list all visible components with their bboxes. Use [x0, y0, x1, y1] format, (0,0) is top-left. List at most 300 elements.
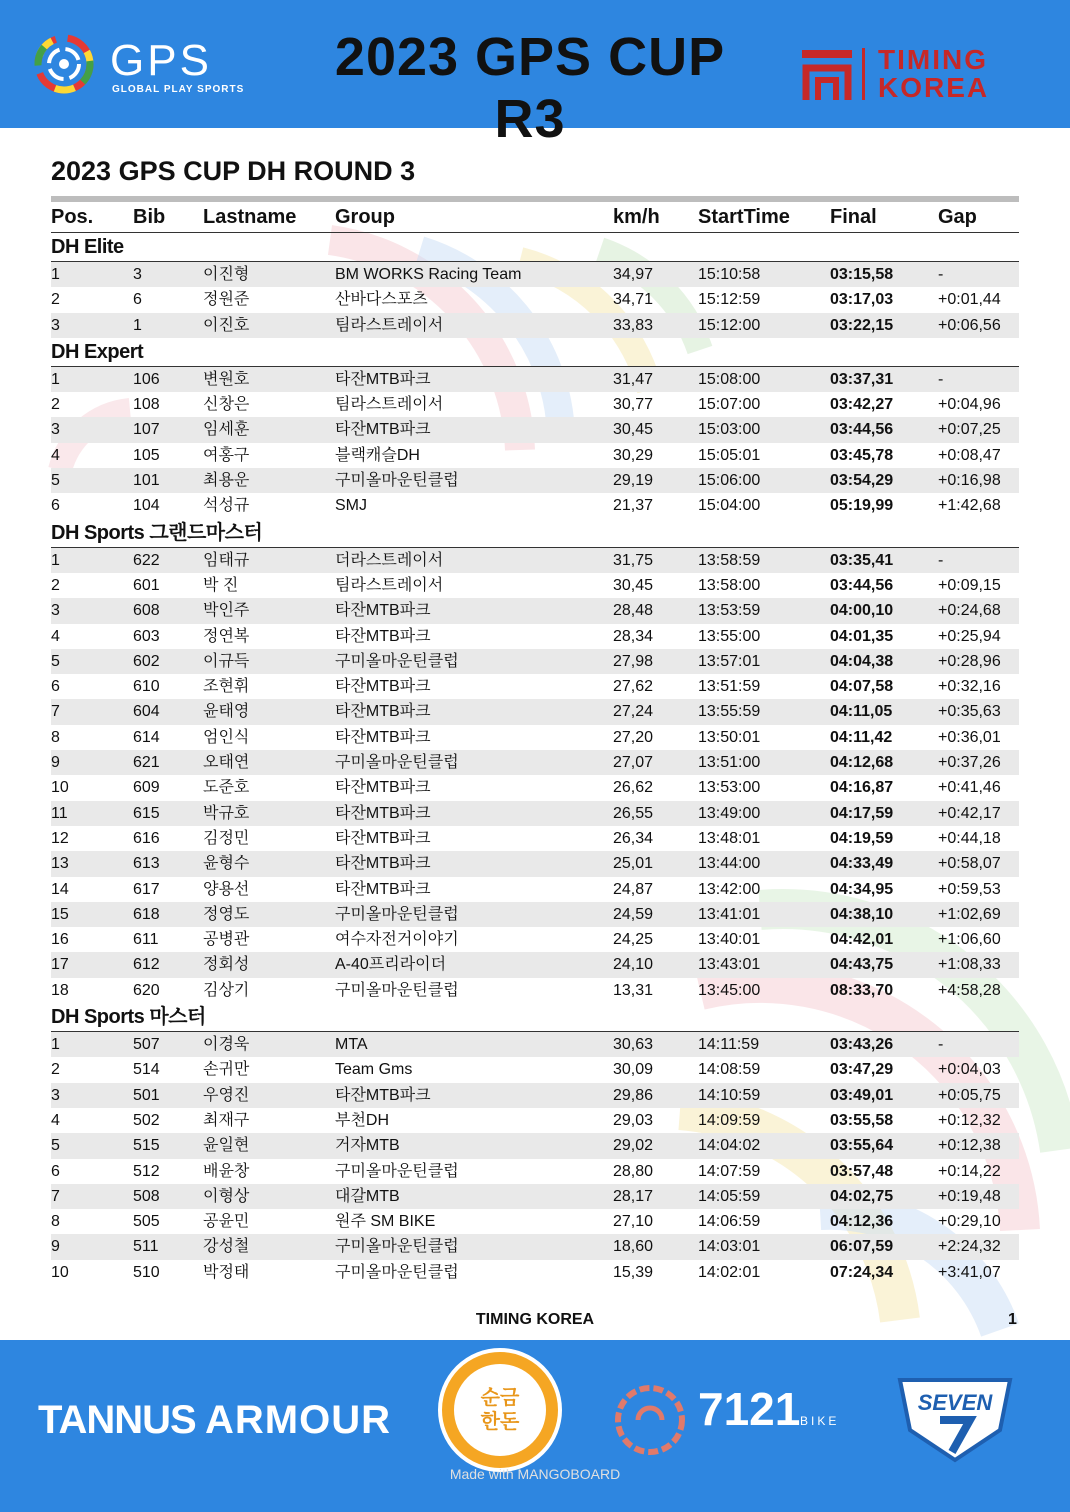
cell-lastname: 이진형 — [203, 266, 250, 283]
cell-starttime: 13:48:01 — [698, 829, 761, 847]
badge-line-1: 순금 — [480, 1387, 520, 1409]
cell-group: 구미올마운틴클럽 — [335, 981, 459, 999]
cell-group: 팀라스트레이서 — [335, 576, 444, 594]
category-heading: DH Sports 그랜드마스터 — [51, 519, 1019, 548]
cell-kmh: 31,47 — [613, 370, 654, 388]
cell-starttime: 14:05:59 — [698, 1187, 761, 1205]
badge-line-2: 한돈 — [480, 1411, 520, 1433]
table-row — [51, 367, 1019, 392]
cell-group: 구미올마운틴클럽 — [335, 1162, 459, 1180]
page-title: 2023 GPS CUP R3 — [334, 27, 726, 149]
cell-gap: +0:42,17 — [938, 804, 1001, 822]
results-body — [51, 233, 1019, 1285]
table-row — [51, 313, 1019, 338]
cell-pos: 3 — [51, 1086, 60, 1104]
cell-group: 팀라스트레이서 — [335, 316, 444, 334]
cell-starttime: 13:53:00 — [698, 779, 761, 797]
document-title: 2023 GPS CUP DH ROUND 3 — [51, 156, 416, 186]
cell-kmh: 28,17 — [613, 1187, 654, 1205]
table-row — [51, 468, 1019, 493]
table-row — [51, 1133, 1019, 1158]
table-row — [51, 1260, 1019, 1285]
cell-gap: +0:19,48 — [938, 1187, 1001, 1205]
cell-lastname: 이형상 — [203, 1187, 250, 1205]
cell-final: 03:55,58 — [830, 1111, 894, 1129]
cell-group: 구미올마운틴클럽 — [335, 652, 459, 670]
cell-lastname: 조현휘 — [203, 678, 250, 696]
cell-pos: 9 — [51, 1238, 60, 1256]
cell-pos: 3 — [51, 421, 60, 439]
cell-pos: 1 — [51, 370, 60, 388]
cell-final: 04:42,01 — [830, 931, 894, 949]
cell-starttime: 15:07:00 — [698, 396, 761, 414]
cell-starttime: 14:06:59 — [698, 1213, 761, 1231]
cell-gap: +4:58,28 — [938, 981, 1001, 999]
bike-7121-logo — [610, 1380, 845, 1460]
cell-bib: 603 — [133, 627, 160, 645]
cell-kmh: 30,45 — [613, 421, 654, 439]
cell-final: 03:43,26 — [830, 1036, 894, 1054]
cell-pos: 14 — [51, 880, 69, 898]
page-number: 1 — [1008, 1311, 1017, 1328]
cell-final: 04:04,38 — [830, 652, 894, 670]
cell-gap: +0:04,03 — [938, 1061, 1001, 1079]
cell-kmh: 29,03 — [613, 1111, 654, 1129]
cell-lastname: 최재구 — [203, 1111, 250, 1129]
cell-pos: 8 — [51, 1213, 60, 1231]
cell-bib: 613 — [133, 855, 160, 873]
cell-final: 03:45,78 — [830, 446, 894, 464]
table-row — [51, 649, 1019, 674]
cell-pos: 12 — [51, 829, 69, 847]
col-lastname: Lastname — [203, 206, 297, 228]
cell-bib: 608 — [133, 602, 160, 620]
cell-bib: 515 — [133, 1137, 160, 1155]
cell-group: 대갈MTB — [335, 1187, 400, 1205]
table-row — [51, 493, 1019, 518]
cell-lastname: 우영진 — [203, 1086, 250, 1104]
cell-starttime: 13:51:00 — [698, 754, 761, 772]
cell-pos: 1 — [51, 551, 60, 569]
cell-bib: 507 — [133, 1036, 160, 1054]
cell-final: 05:19,99 — [830, 497, 894, 515]
cell-pos: 13 — [51, 855, 69, 873]
table-row — [51, 826, 1019, 851]
cell-bib: 106 — [133, 370, 160, 388]
table-row — [51, 1209, 1019, 1234]
cell-lastname: 공윤민 — [203, 1213, 250, 1231]
cell-lastname: 이규득 — [203, 652, 250, 670]
cell-lastname: 윤일현 — [203, 1137, 250, 1155]
gps-ring-icon — [32, 28, 102, 100]
cell-kmh: 15,39 — [613, 1263, 654, 1281]
cell-pos: 11 — [51, 804, 68, 822]
cell-gap: - — [938, 1036, 944, 1054]
cell-gap: +0:37,26 — [938, 754, 1001, 772]
cell-final: 08:33,70 — [830, 981, 894, 999]
cell-lastname: 박규호 — [203, 804, 250, 822]
cell-gap: +1:06,60 — [938, 931, 1001, 949]
bike-label: BIKE — [800, 1414, 840, 1428]
cell-kmh: 27,62 — [613, 678, 654, 696]
cell-bib: 614 — [133, 728, 160, 746]
cell-final: 04:11,05 — [830, 703, 893, 721]
category-heading: DH Elite — [51, 233, 1019, 262]
col-starttime: StartTime — [698, 206, 790, 228]
cell-pos: 10 — [51, 1263, 69, 1281]
cell-bib: 511 — [133, 1238, 159, 1256]
cell-kmh: 27,07 — [613, 754, 654, 772]
cell-gap: +0:12,38 — [938, 1137, 1001, 1155]
cell-group: SMJ — [335, 497, 367, 515]
cell-final: 03:35,41 — [830, 551, 894, 569]
cell-lastname: 손귀만 — [203, 1061, 250, 1079]
cell-pos: 18 — [51, 981, 69, 999]
table-row — [51, 877, 1019, 902]
korea-text: KOREA — [878, 72, 990, 103]
cell-lastname: 윤태영 — [203, 703, 250, 721]
cell-lastname: 엄인식 — [203, 728, 250, 746]
cell-group: 구미올마운틴클럽 — [335, 1263, 459, 1281]
cell-group: 구미올마운틴클럽 — [335, 472, 459, 490]
timing-korea-mark-icon — [798, 44, 868, 104]
cell-lastname: 김정민 — [203, 829, 250, 847]
cell-group: A-40프리라이더 — [335, 956, 447, 974]
cell-lastname: 정연복 — [203, 627, 250, 645]
cell-pos: 8 — [51, 728, 60, 746]
cell-final: 04:33,49 — [830, 855, 894, 873]
seven-text: SEVEN — [917, 1390, 993, 1415]
cell-kmh: 29,86 — [613, 1086, 654, 1104]
cell-final: 04:07,58 — [830, 678, 894, 696]
col-gap: Gap — [938, 206, 977, 228]
cell-kmh: 24,87 — [613, 880, 654, 898]
cell-bib: 602 — [133, 652, 160, 670]
cell-final: 03:22,15 — [830, 316, 894, 334]
cell-final: 03:55,64 — [830, 1137, 894, 1155]
cell-final: 04:02,75 — [830, 1187, 894, 1205]
cell-pos: 7 — [51, 1187, 60, 1205]
cell-gap: - — [938, 266, 944, 283]
cell-pos: 1 — [51, 1036, 60, 1054]
cell-starttime: 13:50:01 — [698, 728, 761, 746]
cell-kmh: 26,62 — [613, 779, 654, 797]
cell-lastname: 배윤창 — [203, 1162, 250, 1180]
cell-group: 부천DH — [335, 1111, 390, 1129]
cell-group: 원주 SM BIKE — [335, 1213, 436, 1231]
hanwoo-badge — [438, 1348, 562, 1472]
cell-kmh: 25,01 — [613, 855, 654, 873]
cell-starttime: 14:04:02 — [698, 1137, 761, 1155]
cell-kmh: 18,60 — [613, 1238, 654, 1256]
cell-final: 04:12,68 — [830, 754, 894, 772]
cell-group: 타잔MTB파크 — [335, 779, 431, 797]
cell-lastname: 정회성 — [203, 956, 250, 974]
cell-starttime: 13:49:00 — [698, 804, 761, 822]
cell-group: 더라스트레이서 — [335, 551, 444, 569]
cell-pos: 3 — [51, 602, 60, 620]
cell-pos: 2 — [51, 1061, 60, 1079]
cell-lastname: 변원호 — [203, 370, 250, 388]
cell-bib: 1 — [133, 316, 142, 334]
bike-number: 7121 — [698, 1383, 801, 1435]
cell-group: 타잔MTB파크 — [335, 627, 431, 645]
cell-bib: 616 — [133, 829, 160, 847]
footer-organizer: TIMING KOREA — [475, 1311, 595, 1328]
cell-bib: 512 — [133, 1162, 160, 1180]
cell-kmh: 30,77 — [613, 396, 654, 414]
cell-group: BM WORKS Racing Team — [335, 266, 522, 283]
cell-bib: 615 — [133, 804, 160, 822]
cell-pos: 9 — [51, 754, 60, 772]
cell-pos: 6 — [51, 1162, 60, 1180]
cell-gap: +0:04,96 — [938, 396, 1001, 414]
cell-final: 04:01,35 — [830, 627, 894, 645]
table-row — [51, 674, 1019, 699]
cell-final: 03:44,56 — [830, 421, 894, 439]
tannus-logo: TANNUS — [38, 1398, 196, 1442]
cell-lastname: 박 진 — [203, 576, 239, 594]
timing-korea-logo — [798, 44, 1028, 106]
cell-gap: +0:59,53 — [938, 880, 1001, 898]
cell-gap: +2:24,32 — [938, 1238, 1001, 1256]
cell-starttime: 15:03:00 — [698, 421, 761, 439]
cell-starttime: 13:44:00 — [698, 855, 761, 873]
cell-gap: +0:01,44 — [938, 291, 1001, 309]
table-row — [51, 1083, 1019, 1108]
table-row — [51, 262, 1019, 287]
cell-kmh: 13,31 — [613, 981, 654, 999]
cell-final: 04:43,75 — [830, 956, 894, 974]
gps-brand: GPS — [110, 36, 212, 85]
cell-bib: 609 — [133, 779, 160, 797]
table-row — [51, 902, 1019, 927]
col-kmh: km/h — [613, 206, 660, 228]
cell-pos: 5 — [51, 1137, 60, 1155]
cell-final: 04:16,87 — [830, 779, 894, 797]
table-row — [51, 1234, 1019, 1259]
cell-final: 03:15,58 — [830, 266, 894, 283]
table-row — [51, 287, 1019, 312]
cell-lastname: 오태연 — [203, 754, 250, 772]
cell-kmh: 30,63 — [613, 1036, 654, 1054]
cell-lastname: 이진호 — [203, 316, 250, 334]
cell-lastname: 박인주 — [203, 602, 250, 620]
cell-kmh: 34,71 — [613, 291, 654, 309]
col-bib: Bib — [133, 206, 166, 228]
cell-pos: 5 — [51, 652, 60, 670]
cell-group: 블랙캐슬DH — [335, 446, 420, 464]
cell-starttime: 15:08:00 — [698, 370, 761, 388]
cell-starttime: 13:42:00 — [698, 880, 761, 898]
cell-pos: 3 — [51, 316, 60, 334]
cell-group: Team Gms — [335, 1061, 413, 1079]
cell-lastname: 석성규 — [203, 497, 250, 515]
cell-pos: 15 — [51, 905, 69, 923]
cell-bib: 617 — [133, 880, 160, 898]
cell-starttime: 13:57:01 — [698, 652, 761, 670]
cell-group: 구미올마운틴클럽 — [335, 1238, 459, 1256]
cell-group: 구미올마운틴클럽 — [335, 905, 459, 923]
cell-gap: +0:09,15 — [938, 576, 1001, 594]
cell-gap: +0:28,96 — [938, 652, 1001, 670]
cell-gap: +3:41,07 — [938, 1263, 1001, 1281]
sponsor-bar — [0, 1340, 1070, 1512]
cell-starttime: 14:02:01 — [698, 1263, 761, 1281]
gps-tagline: GLOBAL PLAY SPORTS — [112, 84, 245, 95]
cell-kmh: 26,55 — [613, 804, 654, 822]
cell-gap: - — [938, 551, 944, 569]
cell-pos: 2 — [51, 396, 60, 414]
cell-pos: 16 — [51, 931, 69, 949]
cell-kmh: 33,83 — [613, 316, 654, 334]
timing-text: TIMING — [878, 44, 988, 75]
made-with-text: Made with MANGOBOARD — [449, 1466, 621, 1482]
column-header-row — [51, 202, 1019, 233]
cell-bib: 505 — [133, 1213, 160, 1231]
cell-gap: +1:08,33 — [938, 956, 1001, 974]
cell-lastname: 양용선 — [203, 880, 250, 898]
cell-starttime: 14:07:59 — [698, 1162, 761, 1180]
col-group: Group — [335, 206, 395, 228]
cell-pos: 2 — [51, 291, 60, 309]
cell-kmh: 28,80 — [613, 1162, 654, 1180]
cell-gap: +0:58,07 — [938, 855, 1001, 873]
cell-pos: 5 — [51, 472, 60, 490]
cell-pos: 4 — [51, 446, 60, 464]
cell-bib: 108 — [133, 396, 160, 414]
table-row — [51, 1108, 1019, 1133]
cell-group: 타잔MTB파크 — [335, 855, 431, 873]
cell-starttime: 13:53:59 — [698, 602, 761, 620]
cell-bib: 104 — [133, 497, 160, 515]
cell-pos: 4 — [51, 627, 60, 645]
cell-gap: +0:24,68 — [938, 602, 1001, 620]
cell-bib: 620 — [133, 981, 160, 999]
cell-group: 여수자전거이야기 — [335, 931, 459, 949]
cell-kmh: 29,19 — [613, 472, 654, 490]
table-row — [51, 1184, 1019, 1209]
cell-final: 03:57,48 — [830, 1162, 894, 1180]
cell-final: 03:44,56 — [830, 576, 894, 594]
cell-final: 03:49,01 — [830, 1086, 894, 1104]
cell-final: 04:00,10 — [830, 602, 894, 620]
table-row — [51, 978, 1019, 1003]
cell-gap: +0:36,01 — [938, 728, 1001, 746]
cell-group: 타잔MTB파크 — [335, 1086, 431, 1104]
cell-lastname: 임세훈 — [203, 421, 250, 439]
cell-starttime: 14:08:59 — [698, 1061, 761, 1079]
cell-group: 산바다스포츠 — [335, 291, 428, 309]
cell-bib: 612 — [133, 956, 160, 974]
cell-starttime: 13:55:00 — [698, 627, 761, 645]
table-row — [51, 1159, 1019, 1184]
cell-bib: 101 — [133, 472, 160, 490]
cell-kmh: 34,97 — [613, 266, 654, 283]
cell-lastname: 도준호 — [203, 779, 250, 797]
cell-gap: +1:42,68 — [938, 497, 1001, 515]
cell-gap: +0:44,18 — [938, 829, 1001, 847]
cell-group: 거자MTB — [335, 1137, 400, 1155]
cell-lastname: 정원준 — [203, 291, 250, 309]
cell-final: 04:38,10 — [830, 905, 894, 923]
cell-bib: 508 — [133, 1187, 160, 1205]
cell-starttime: 13:45:00 — [698, 981, 761, 999]
cell-starttime: 14:09:59 — [698, 1111, 761, 1129]
cell-starttime: 13:43:01 — [698, 956, 761, 974]
cell-kmh: 24,10 — [613, 956, 654, 974]
cell-bib: 502 — [133, 1111, 160, 1129]
cell-pos: 6 — [51, 678, 60, 696]
cell-pos: 2 — [51, 576, 60, 594]
table-row — [51, 952, 1019, 977]
cell-kmh: 27,20 — [613, 728, 654, 746]
cell-pos: 6 — [51, 497, 60, 515]
cell-gap: +0:05,75 — [938, 1086, 1001, 1104]
cell-bib: 510 — [133, 1263, 160, 1281]
table-row — [51, 851, 1019, 876]
cell-pos: 17 — [51, 956, 69, 974]
cell-starttime: 13:51:59 — [698, 678, 761, 696]
cell-lastname: 여홍구 — [203, 446, 250, 464]
cell-lastname: 임태규 — [203, 551, 250, 569]
cell-final: 04:11,42 — [830, 728, 893, 746]
cell-gap: +0:41,46 — [938, 779, 1001, 797]
cell-gap: +0:14,22 — [938, 1162, 1001, 1180]
cell-starttime: 13:58:00 — [698, 576, 761, 594]
cell-starttime: 15:05:01 — [698, 446, 761, 464]
table-row — [51, 725, 1019, 750]
table-row — [51, 573, 1019, 598]
cell-kmh: 26,34 — [613, 829, 654, 847]
cell-bib: 604 — [133, 703, 160, 721]
cell-kmh: 24,59 — [613, 905, 654, 923]
cell-final: 04:17,59 — [830, 804, 894, 822]
cell-kmh: 24,25 — [613, 931, 654, 949]
cell-final: 03:17,03 — [830, 291, 894, 309]
cell-starttime: 14:10:59 — [698, 1086, 761, 1104]
cell-lastname: 이경욱 — [203, 1036, 250, 1054]
cell-starttime: 15:12:00 — [698, 316, 761, 334]
col-final: Final — [830, 206, 877, 228]
table-row — [51, 1032, 1019, 1057]
cell-starttime: 14:03:01 — [698, 1238, 761, 1256]
cell-gap: +0:06,56 — [938, 316, 1001, 334]
cell-starttime: 13:41:01 — [698, 905, 761, 923]
cell-lastname: 김상기 — [203, 981, 250, 999]
cell-final: 04:34,95 — [830, 880, 894, 898]
table-row — [51, 801, 1019, 826]
table-row — [51, 624, 1019, 649]
cell-final: 04:12,36 — [830, 1213, 894, 1231]
table-row — [51, 392, 1019, 417]
cell-starttime: 13:40:01 — [698, 931, 761, 949]
table-row — [51, 417, 1019, 442]
cell-kmh: 30,29 — [613, 446, 654, 464]
cell-lastname: 박정태 — [203, 1263, 250, 1281]
cell-group: 타잔MTB파크 — [335, 728, 431, 746]
gps-logo — [32, 28, 252, 100]
col-pos: Pos. — [51, 206, 94, 228]
cell-starttime: 15:12:59 — [698, 291, 761, 309]
cell-lastname: 최용운 — [203, 472, 250, 490]
cell-starttime: 15:06:00 — [698, 472, 761, 490]
table-row — [51, 598, 1019, 623]
cell-pos: 1 — [51, 266, 60, 283]
cell-kmh: 30,45 — [613, 576, 654, 594]
results-document — [51, 150, 1019, 1285]
cell-bib: 107 — [133, 421, 160, 439]
